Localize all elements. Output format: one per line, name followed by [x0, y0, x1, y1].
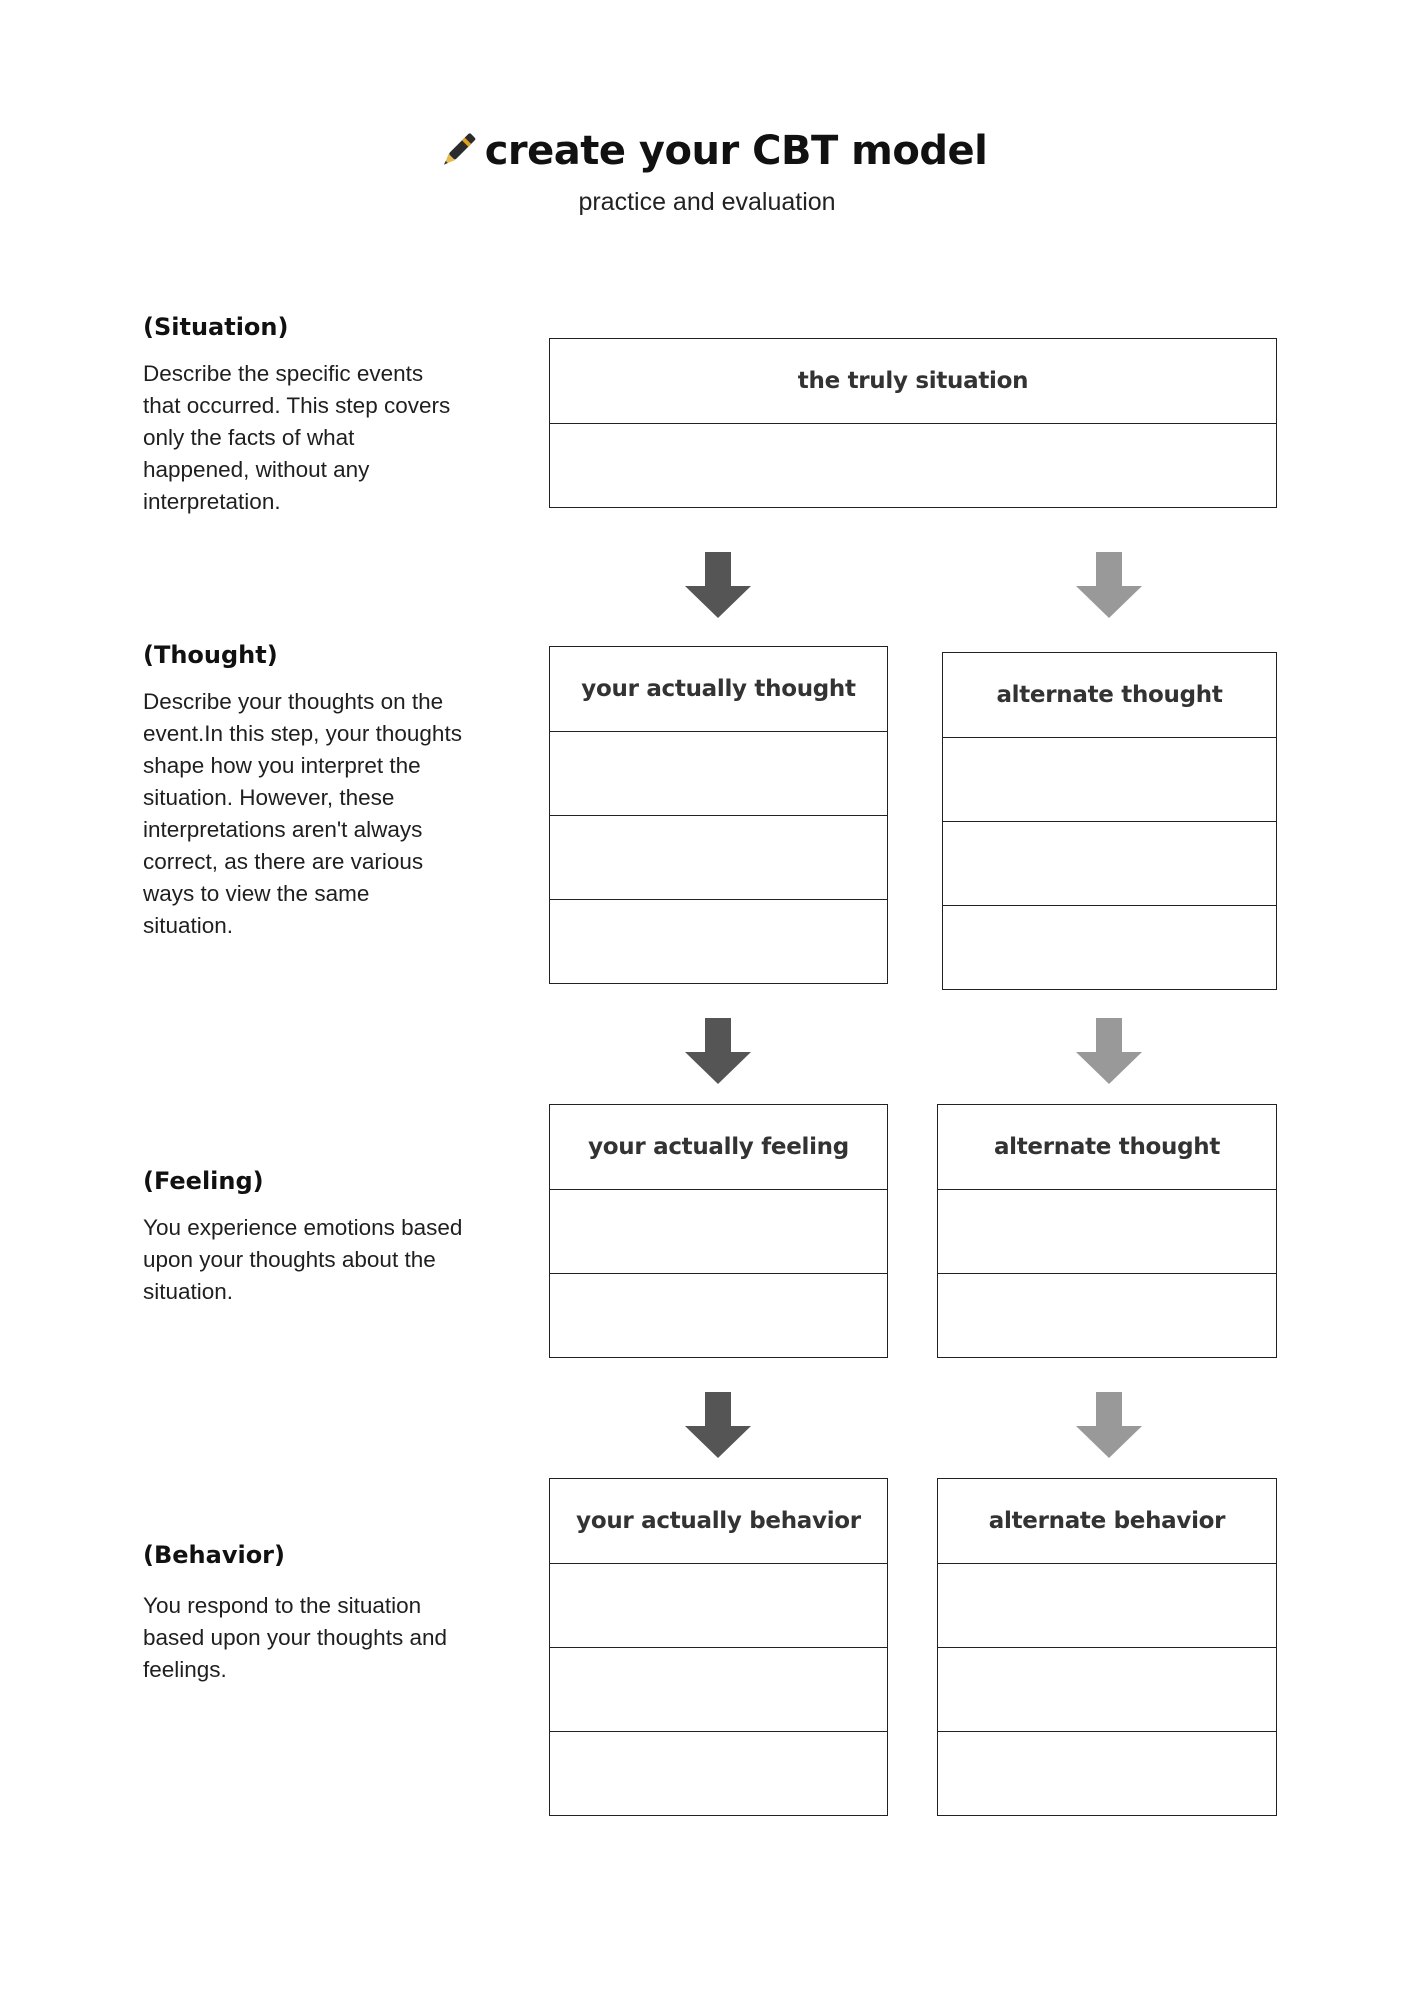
alternate-thought-row[interactable] [943, 821, 1276, 905]
alternate-thought-table [942, 652, 1277, 990]
arrow-down-icon [1076, 552, 1142, 618]
arrow-down-icon [685, 1018, 751, 1084]
actual-feeling-row[interactable] [550, 1189, 887, 1273]
alternate-thought-header: alternate thought [996, 682, 1223, 708]
arrow-down-icon [1076, 1018, 1142, 1084]
page-title-text: create your CBT model [484, 128, 988, 174]
arrow-down-icon [1076, 1392, 1142, 1458]
actual-feeling-table [549, 1104, 888, 1358]
actual-behavior-table [549, 1478, 888, 1816]
alternate-behavior-header: alternate behavior [988, 1508, 1226, 1534]
alternate-behavior-row[interactable] [938, 1731, 1276, 1815]
alternate-feeling-table [937, 1104, 1277, 1358]
title-block [0, 128, 1414, 179]
feeling-description: You experience emotions based upon your thoughts about the situation. [143, 1215, 463, 1304]
alternate-thought-row[interactable] [943, 905, 1276, 989]
situation-input-row[interactable] [550, 423, 1276, 507]
alternate-feeling-row[interactable] [938, 1273, 1276, 1357]
situation-table-header: the truly situation [797, 368, 1029, 394]
actual-feeling-row[interactable] [550, 1273, 887, 1357]
page-title [435, 128, 988, 174]
alternate-feeling-header: alternate thought [993, 1134, 1221, 1160]
alternate-behavior-row[interactable] [938, 1647, 1276, 1731]
actual-feeling-header: your actually feeling [588, 1134, 849, 1160]
situation-description: Describe the specific events that occurred. This step covers only the facts of what happened, without any interpretation. [143, 361, 451, 514]
actual-behavior-header: your actually behavior [576, 1508, 861, 1534]
alternate-feeling-row[interactable] [938, 1189, 1276, 1273]
thought-description: Describe your thoughts on the event.In this step, your thoughts shape how you interpret the situation. However, these interpretations aren't always correct, as there are various ways to view the same situation. [143, 689, 462, 938]
actual-thought-row[interactable] [550, 731, 887, 815]
actual-thought-row[interactable] [550, 899, 887, 983]
pen-icon [435, 128, 479, 174]
situation-table [549, 338, 1277, 508]
actual-thought-row[interactable] [550, 815, 887, 899]
alternate-behavior-row[interactable] [938, 1563, 1276, 1647]
situation-label: (Situation) [143, 313, 289, 341]
actual-behavior-row[interactable] [550, 1563, 887, 1647]
behavior-label: (Behavior) [143, 1541, 285, 1569]
arrow-down-icon [685, 1392, 751, 1458]
arrow-down-icon [685, 552, 751, 618]
actual-thought-table [549, 646, 888, 984]
thought-label: (Thought) [143, 641, 278, 669]
actual-thought-header: your actually thought [581, 676, 856, 702]
page-subtitle: practice and evaluation [578, 188, 836, 216]
actual-behavior-row[interactable] [550, 1731, 887, 1815]
alternate-thought-row[interactable] [943, 737, 1276, 821]
alternate-behavior-table [937, 1478, 1277, 1816]
feeling-label: (Feeling) [143, 1167, 264, 1195]
actual-behavior-row[interactable] [550, 1647, 887, 1731]
behavior-description: You respond to the situation based upon your thoughts and feelings. [143, 1593, 447, 1682]
